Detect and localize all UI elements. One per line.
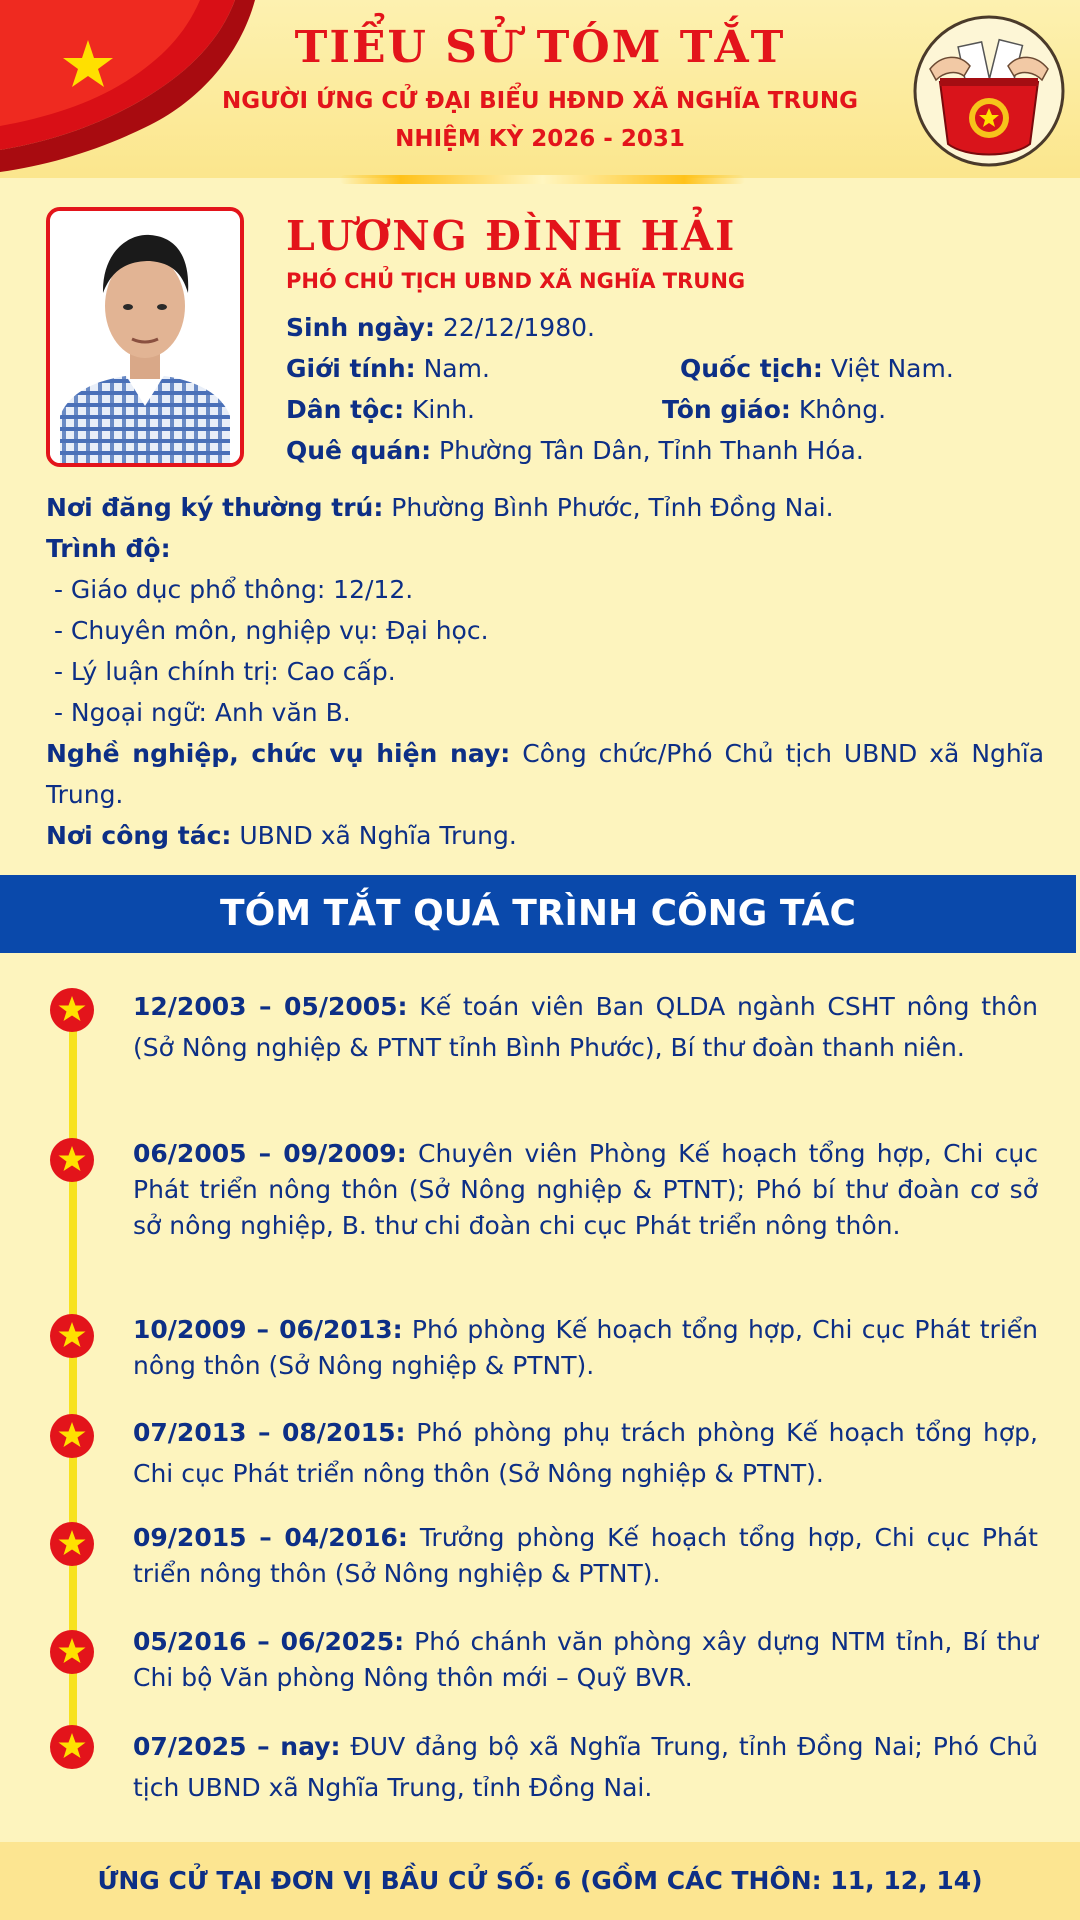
birth-date-label: Sinh ngày: (286, 313, 435, 342)
timeline-entry (133, 1624, 1038, 1696)
education-item-language: - Ngoại ngữ: Anh văn B. (46, 698, 351, 727)
religion-row (662, 395, 886, 424)
timeline-period: 07/2025 – nay: (133, 1732, 341, 1761)
timeline-text: Chuyên viên Phòng Kế hoạch tổng hợp, Chi cục Phát triển nông thôn (Sở Nông nghiệp & PTNT); Phó bí thư đoàn cơ sở sở nông nghiệp, B. thư chi đoàn chi cục Phát triển nông thôn. (133, 1139, 1038, 1240)
subtitle-candidate: NGƯỜI ỨNG CỬ ĐẠI BIỂU HĐND XÃ NGHĨA TRUNG (222, 88, 858, 114)
gender-value: Nam. (415, 354, 490, 383)
gender-row (286, 354, 490, 383)
education-item-political: - Lý luận chính trị: Cao cấp. (46, 657, 396, 686)
subtitle-term: NHIỆM KỲ 2026 - 2031 (395, 126, 685, 152)
timeline-text: Trưởng phòng Kế hoạch tổng hợp, Chi cục Phát triển nông thôn (Sở Nông nghiệp & PTNT). (133, 1523, 1038, 1588)
timeline-period: 10/2009 – 06/2013: (133, 1315, 403, 1344)
section-title-career: TÓM TẮT QUÁ TRÌNH CÔNG TÁC (0, 875, 1076, 953)
occupation-value: Công chức/Phó Chủ tịch UBND xã Nghĩa Trung. (46, 739, 1045, 809)
gender-label: Giới tính: (286, 354, 416, 383)
hometown-value: Phường Tân Dân, Tỉnh Thanh Hóa. (431, 436, 864, 465)
ethnicity-value: Kinh. (404, 395, 476, 424)
timeline-text: Phó phòng Kế hoạch tổng hợp, Chi cục Phát triển nông thôn (Sở Nông nghiệp & PTNT). (133, 1315, 1038, 1380)
hometown-label: Quê quán: (286, 436, 432, 465)
timeline-star-icon (50, 1522, 94, 1566)
hometown-row (286, 436, 864, 465)
nationality-label: Quốc tịch: (680, 354, 823, 383)
details-block (46, 487, 1044, 856)
timeline-entry (133, 1520, 1038, 1592)
ethnicity-label: Dân tộc: (286, 395, 405, 424)
education-heading: Trình độ: (46, 534, 171, 563)
timeline-star-icon (50, 1414, 94, 1458)
timeline-text: ĐUV đảng bộ xã Nghĩa Trung, tỉnh Đồng Nai; Phó Chủ tịch UBND xã Nghĩa Trung, tỉnh Đồng Nai. (133, 1732, 1038, 1802)
timeline-star-icon (50, 1630, 94, 1674)
page-title: TIỂU SỬ TÓM TẮT (294, 22, 786, 73)
candidate-name: LƯƠNG ĐÌNH HẢI (286, 212, 737, 260)
timeline-entry (133, 1412, 1038, 1494)
birth-date-row (286, 313, 595, 342)
workplace-label: Nơi công tác: (46, 821, 232, 850)
header-banner (0, 0, 1080, 178)
timeline-entry (133, 1726, 1038, 1808)
timeline-star-icon (50, 988, 94, 1032)
timeline-entry (133, 1312, 1038, 1384)
religion-label: Tôn giáo: (662, 395, 791, 424)
timeline-period: 09/2015 – 04/2016: (133, 1523, 408, 1552)
candidate-position: PHÓ CHỦ TỊCH UBND XÃ NGHĨA TRUNG (286, 269, 746, 293)
residence-label: Nơi đăng ký thường trú: (46, 493, 384, 522)
timeline-entry (133, 986, 1038, 1068)
residence-row (46, 487, 1044, 528)
occupation-row (46, 733, 1044, 815)
workplace-row (46, 815, 1044, 856)
timeline-star-icon (50, 1314, 94, 1358)
timeline-text: Phó chánh văn phòng xây dựng NTM tỉnh, Bí thư Chi bộ Văn phòng Nông thôn mới – Quỹ BVR. (133, 1627, 1038, 1692)
constituency-footer: ỨNG CỬ TẠI ĐƠN VỊ BẦU CỬ SỐ: 6 (GỒM CÁC THÔN: 11, 12, 14) (0, 1842, 1080, 1920)
occupation-label: Nghề nghiệp, chức vụ hiện nay: (46, 739, 511, 768)
timeline-period: 06/2005 – 09/2009: (133, 1139, 407, 1168)
religion-value: Không. (790, 395, 887, 424)
timeline-entry (133, 1136, 1038, 1244)
residence-value: Phường Bình Phước, Tỉnh Đồng Nai. (383, 493, 834, 522)
timeline-period: 12/2003 – 05/2005: (133, 992, 408, 1021)
workplace-value: UBND xã Nghĩa Trung. (231, 821, 517, 850)
candidate-portrait (46, 207, 244, 467)
nationality-row (680, 354, 954, 383)
nationality-value: Việt Nam. (822, 354, 954, 383)
header-divider-glow (340, 175, 745, 184)
timeline-text: Phó phòng phụ trách phòng Kế hoạch tổng hợp, Chi cục Phát triển nông thôn (Sở Nông nghiệp & PTNT). (133, 1418, 1038, 1488)
birth-date-value: 22/12/1980. (434, 313, 595, 342)
ethnicity-row (286, 395, 475, 424)
timeline-text: Kế toán viên Ban QLDA ngành CSHT nông thôn (Sở Nông nghiệp & PTNT tỉnh Bình Phước), Bí thư đoàn thanh niên. (133, 992, 1038, 1062)
timeline-star-icon (50, 1725, 94, 1769)
education-item-general: - Giáo dục phổ thông: 12/12. (46, 575, 414, 604)
timeline-star-icon (50, 1138, 94, 1182)
ballot-box-icon (912, 14, 1066, 168)
timeline-period: 07/2013 – 08/2015: (133, 1418, 406, 1447)
education-item-professional: - Chuyên môn, nghiệp vụ: Đại học. (46, 616, 489, 645)
timeline-period: 05/2016 – 06/2025: (133, 1627, 405, 1656)
